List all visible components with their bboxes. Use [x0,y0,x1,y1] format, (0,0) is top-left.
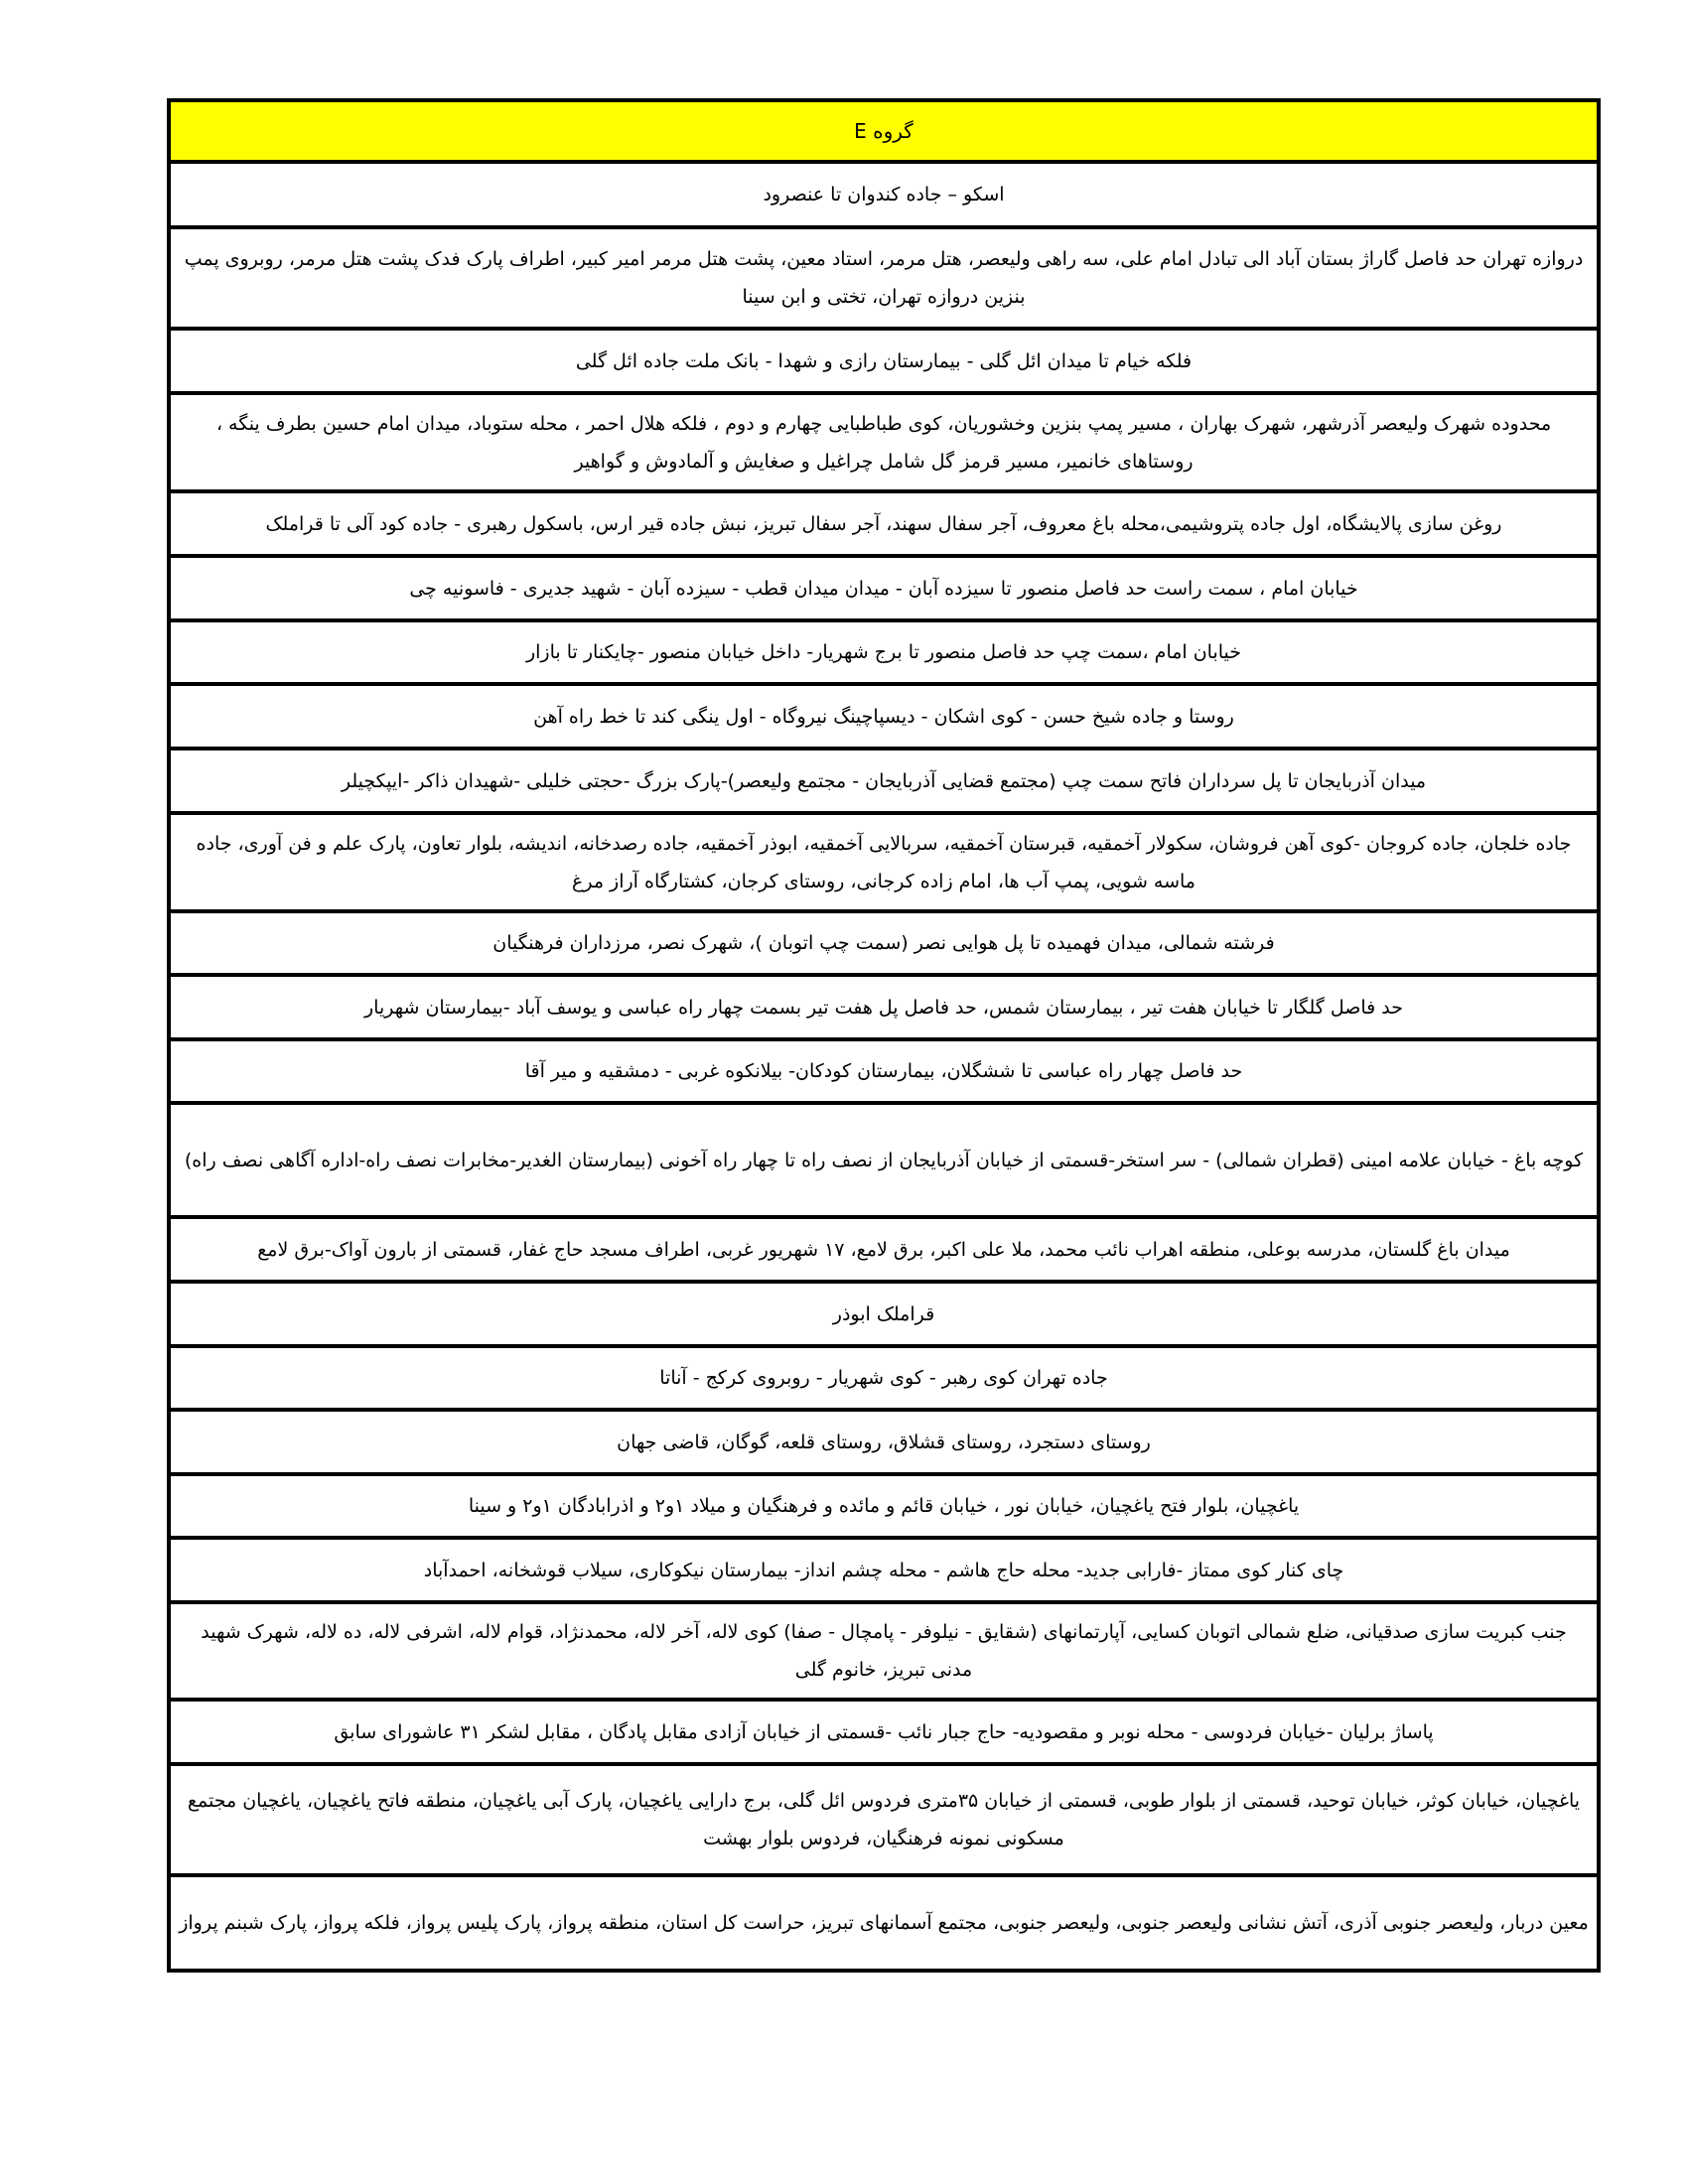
area-cell: اسکو – جاده کندوان تا عنصرود [169,162,1599,227]
table-row [169,162,1599,227]
table-row [169,227,1599,329]
table-header-row [169,100,1599,162]
table-row [169,813,1599,911]
table-row [169,556,1599,620]
table-row [169,1217,1599,1282]
table-row [169,620,1599,684]
area-cell: روغن سازی پالایشگاه، اول جاده پتروشیمی،محله باغ معروف، آجر سفال سهند، آجر سفال تبریز، نبش جاده قیر ارس، باسکول رهبری - جاده کود آلی تا قراملک [169,491,1599,556]
area-cell: خیابان امام ،سمت چپ حد فاصل منصور تا برج شهریار- داخل خیابان منصور -چایکنار تا بازار [169,620,1599,684]
area-cell: جاده خلجان، جاده کروجان -کوی آهن فروشان، سکولار آخمقیه، قبرستان آخمقیه، سربالایی آخمقیه، ابوذر آخمقیه، جاده رصدخانه، اندیشه، بلوار تعاون، پارک علم و فن آوری، جاده ماسه شویی، پمپ آب ها، امام زاده کرجانی، روستای کرجان، کشتارگاه آراز مرغ [169,813,1599,911]
table-row [169,911,1599,975]
area-cell: خیابان امام ، سمت راست حد فاصل منصور تا سیزده آبان - میدان میدان قطب - سیزده آبان - شهید جدیری - فاسونیه چی [169,556,1599,620]
table-row [169,491,1599,556]
area-cell: معین دربار، ولیعصر جنوبی آذری، آتش نشانی ولیعصر جنوبی، ولیعصر جنوبی، مجتمع آسمانهای تبریز، حراست کل استان، منطقه پرواز، پارک پلیس پرواز، فلکه پرواز، پارک شبنم پرواز [169,1875,1599,1971]
area-cell: محدوده شهرک ولیعصر آذرشهر، شهرک بهاران ، مسیر پمپ بنزین وخشوریان، کوی طباطبایی چهارم و دوم ، فلکه هلال احمر ، محله ستوباد، میدان امام حسین بطرف ینگه ، روستاهای خانمیر، مسیر قرمز گل شامل چراغیل و صغایش و آلمادوش و گواهیر [169,393,1599,491]
area-cell: حد فاصل گلگار تا خیابان هفت تیر ، بیمارستان شمس، حد فاصل پل هفت تیر بسمت چهار راه عباسی و یوسف آباد -بیمارستان شهریار [169,975,1599,1039]
table-row [169,975,1599,1039]
table-row [169,1474,1599,1538]
table-row [169,1282,1599,1346]
table-row [169,749,1599,813]
area-cell: پاساژ برلیان -خیابان فردوسی - محله نوبر و مقصودیه- حاج جبار نائب -قسمتی از خیابان آزادی مقابل پادگان ، مقابل لشکر ۳۱ عاشورای سابق [169,1700,1599,1764]
area-cell: حد فاصل چهار راه عباسی تا ششگلان، بیمارستان کودکان- بیلانکوه غربی - دمشقیه و میر آقا [169,1039,1599,1103]
area-cell: قراملک ابوذر [169,1282,1599,1346]
area-cell: دروازه تهران حد فاصل گاراژ بستان آباد الی تبادل امام علی، سه راهی ولیعصر، هتل مرمر، استاد معین، پشت هتل مرمر امیر کبیر، اطراف پارک فدک پشت هتل مرمر، روبروی پمپ بنزین دروازه تهران، تختی و ابن سینا [169,227,1599,329]
table-row [169,393,1599,491]
table-row [169,1764,1599,1875]
area-cell: میدان آذربایجان تا پل سرداران فاتح سمت چپ (مجتمع قضایی آذربایجان - مجتمع ولیعصر)-پارک بزرگ -حجتی خلیلی -شهیدان ذاکر -ایپکچیلر [169,749,1599,813]
area-cell: جنب کبریت سازی صدقیانی، ضلع شمالی اتوبان کسایی، آپارتمانهای (شقایق - نیلوفر - پامچال - صفا) کوی لاله، آخر لاله، محمدنژاد، قوام لاله، اشرفی لاله، ده لاله، شهرک شهید مدنی تبریز، خانوم گلی [169,1602,1599,1700]
area-cell: جاده تهران کوی رهبر - کوی شهریار - روبروی کرکج - آناتا [169,1346,1599,1410]
table-row [169,1875,1599,1971]
area-cell: یاغچیان، بلوار فتح یاغچیان، خیابان نور ، خیابان قائم و مائده و فرهنگیان و میلاد ۱و۲ و اذرابادگان ۱و۲ و سینا [169,1474,1599,1538]
power-outage-zone-table [167,98,1601,1973]
table-row [169,1039,1599,1103]
area-cell: فلکه خیام تا میدان ائل گلی - بیمارستان رازی و شهدا - بانک ملت جاده ائل گلی [169,329,1599,393]
table-row [169,1346,1599,1410]
table-row [169,329,1599,393]
area-cell: یاغچیان، خیابان کوثر، خیابان توحید، قسمتی از بلوار طوبی، قسمتی از خیابان ۳۵متری فردوس ائل گلی، برج دارایی یاغچیان، پارک آبی یاغچیان، منطقه فاتح یاغچیان، یاغچیان مجتمع مسکونی نمونه فرهنگیان، فردوس بلوار بهشت [169,1764,1599,1875]
table-row [169,1410,1599,1474]
area-cell: روستای دستجرد، روستای قشلاق، روستای قلعه، گوگان، قاضی جهان [169,1410,1599,1474]
area-cell: کوچه باغ - خیابان علامه امینی (قطران شمالی) - سر استخر-قسمتی از خیابان آذربایجان از نصف راه تا چهار راه آخونی (بیمارستان الغدیر-مخابرات نصف راه-اداره آگاهی نصف راه) [169,1103,1599,1217]
area-cell: چای کنار کوی ممتاز -فارابی جدید- محله حاج هاشم - محله چشم انداز- بیمارستان نیکوکاری، سیلاب قوشخانه، احمدآباد [169,1538,1599,1602]
area-cell: فرشته شمالی، میدان فهمیده تا پل هوایی نصر (سمت چپ اتوبان )، شهرک نصر، مرزداران فرهنگیان [169,911,1599,975]
table-row [169,684,1599,749]
area-cell: میدان باغ گلستان، مدرسه بوعلی، منطقه اهراب نائب محمد، ملا علی اکبر، برق لامع، ۱۷ شهریور غربی، اطراف مسجد حاج غفار، قسمتی از بارون آواک-برق لامع [169,1217,1599,1282]
table-row [169,1700,1599,1764]
table-row [169,1602,1599,1700]
table-row [169,1538,1599,1602]
group-title: گروه E [169,100,1599,162]
area-cell: روستا و جاده شیخ حسن - کوی اشکان - دیسپاچینگ نیروگاه - اول ینگی کند تا خط راه آهن [169,684,1599,749]
table-row [169,1103,1599,1217]
